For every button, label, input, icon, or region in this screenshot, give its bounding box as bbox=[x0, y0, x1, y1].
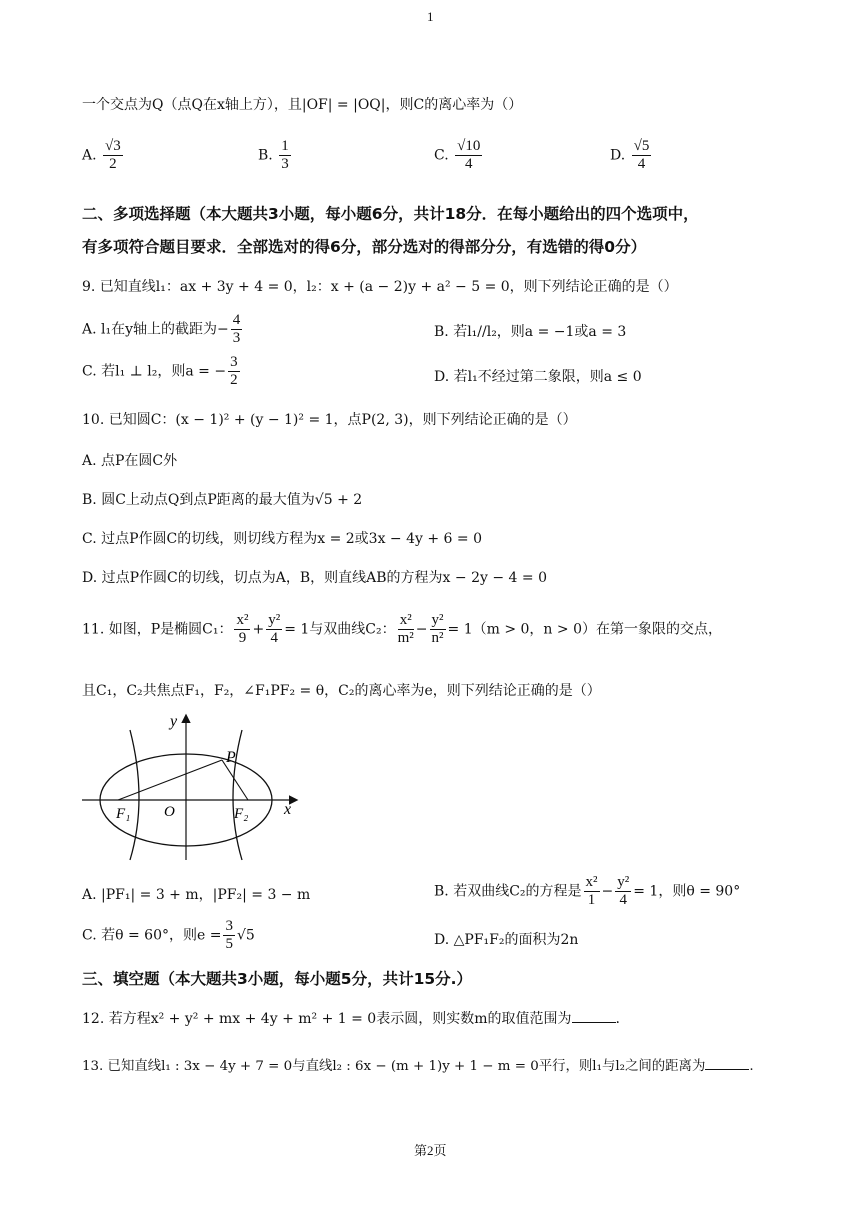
frac-den: 4 bbox=[637, 156, 646, 172]
option-text: A. l₁在y轴上的截距为− bbox=[82, 321, 229, 338]
q8-tail-text: 一个交点为Q（点Q在x轴上方），且|OF| = |OQ|，则C的离心率为（） bbox=[82, 97, 523, 113]
q11-stem bbox=[82, 612, 722, 647]
footer-page-label: 第2页 bbox=[414, 1143, 447, 1158]
focus-f1-label: F₁ bbox=[116, 806, 131, 822]
q9-option-d: D. 若l₁不经过第二象限，则a ≤ 0 bbox=[434, 369, 642, 385]
q11-option-d: D. △PF₁F₂的面积为2n bbox=[434, 932, 579, 948]
section2-title-line1: 二、多项选择题（本大题共3小题，每小题6分，共计18分．在每小题给出的四个选项中， bbox=[82, 205, 699, 223]
frac-num: x² bbox=[585, 874, 598, 890]
end-punct: . bbox=[749, 1059, 754, 1074]
end-punct: . bbox=[615, 1011, 620, 1027]
frac-num: x² bbox=[398, 612, 414, 630]
option-text: = 1，则θ = 90° bbox=[633, 883, 741, 900]
q8-option-d bbox=[610, 138, 653, 173]
frac-den: 3 bbox=[232, 330, 241, 346]
frac-den: n² bbox=[431, 630, 444, 646]
frac-den: 9 bbox=[238, 630, 247, 646]
frac-num: 1 bbox=[281, 138, 289, 154]
frac-num: y² bbox=[617, 874, 630, 890]
point-p-label: P bbox=[226, 749, 236, 766]
q8-option-c bbox=[434, 138, 484, 173]
operator: + bbox=[252, 621, 265, 638]
frac-den: 4 bbox=[270, 630, 278, 646]
frac-num: 4 bbox=[232, 312, 241, 328]
section3-title: 三、填空题（本大题共3小题，每小题5分，共计15分.） bbox=[82, 970, 473, 988]
q11-option-c bbox=[82, 918, 255, 953]
frac-den: 5 bbox=[225, 936, 233, 952]
frac-den: 3 bbox=[281, 156, 289, 172]
section2-title-line2: 有多项符合题目要求．全部选对的得6分，部分选对的得部分分，有选错的得0分） bbox=[82, 238, 647, 256]
q11-stem-line2: 且C₁，C₂共焦点F₁，F₂，∠F₁PF₂ = θ，C₂的离心率为e，则下列结论正确的是（） bbox=[82, 683, 601, 699]
ellipse-hyperbola-figure bbox=[78, 710, 308, 870]
origin-label: O bbox=[164, 804, 175, 820]
stem-text: 11. 如图，P是椭圆C₁： bbox=[82, 621, 233, 638]
segment-pf1 bbox=[118, 760, 222, 800]
q9-option-b: B. 若l₁//l₂，则a = −1或a = 3 bbox=[434, 324, 627, 340]
q9-stem: 9. 已知直线l₁：ax + 3y + 4 = 0，l₂：x + (a − 2)y + a² − 5 = 0，则下列结论正确的是（） bbox=[82, 279, 678, 295]
answer-blank[interactable] bbox=[705, 1057, 749, 1070]
option-text: B. 若双曲线C₂的方程是 bbox=[434, 883, 582, 900]
option-label: C. bbox=[434, 147, 449, 164]
focus-f2-label: F₂ bbox=[234, 806, 249, 822]
q11-option-a: A. |PF₁| = 3 + m，|PF₂| = 3 − m bbox=[82, 887, 311, 903]
q9-option-a bbox=[82, 312, 244, 347]
frac-den: 2 bbox=[230, 372, 238, 388]
frac-num: √5 bbox=[633, 138, 650, 154]
frac-den: 4 bbox=[464, 156, 473, 172]
q10-option-c: C. 过点P作圆C的切线，则切线方程为x = 2或3x − 4y + 6 = 0 bbox=[82, 531, 483, 547]
option-label: A. bbox=[82, 147, 97, 164]
question-text: 13. 已知直线l₁ : 3x − 4y + 7 = 0与直线l₂ : 6x − (m + 1)y + 1 − m = 0平行，则l₁与l₂之间的距离为 bbox=[82, 1059, 706, 1074]
frac-num: y² bbox=[268, 612, 281, 628]
page-number: 1 bbox=[427, 9, 434, 24]
stem-text: = 1与双曲线C₂： bbox=[284, 621, 396, 638]
frac-num: √3 bbox=[105, 138, 121, 154]
operator: − bbox=[415, 621, 428, 638]
stem-text: = 1（m > 0，n > 0）在第一象限的交点， bbox=[447, 621, 722, 638]
q11-option-b bbox=[434, 874, 740, 909]
frac-num: 3 bbox=[230, 354, 238, 370]
frac-den: m² bbox=[397, 630, 414, 646]
frac-den: 4 bbox=[619, 892, 627, 908]
q9-option-c bbox=[82, 354, 242, 389]
q12-text bbox=[82, 1008, 620, 1028]
option-label: D. bbox=[610, 147, 626, 164]
q8-option-b bbox=[258, 138, 293, 173]
q10-stem: 10. 已知圆C：(x − 1)² + (y − 1)² = 1，点P(2, 3)，则下列结论正确的是（） bbox=[82, 412, 577, 428]
frac-num: 3 bbox=[225, 918, 233, 934]
x-axis-label: x bbox=[284, 801, 292, 818]
option-text: C. 若θ = 60°，则e = bbox=[82, 927, 222, 944]
q10-option-a: A. 点P在圆C外 bbox=[82, 453, 178, 469]
q8-option-a bbox=[82, 138, 125, 173]
option-text: C. 若l₁ ⊥ l₂，则a = − bbox=[82, 363, 227, 380]
option-label: B. bbox=[258, 147, 273, 164]
y-axis-label: y bbox=[170, 713, 178, 730]
operator: − bbox=[601, 883, 614, 900]
q10-option-b: B. 圆C上动点Q到点P距离的最大值为√5 + 2 bbox=[82, 492, 363, 508]
q13-text bbox=[82, 1055, 754, 1074]
frac-num: x² bbox=[236, 612, 249, 628]
q10-option-d: D. 过点P作圆C的切线，切点为A，B，则直线AB的方程为x − 2y − 4 = 0 bbox=[82, 570, 547, 586]
question-text: 12. 若方程x² + y² + mx + 4y + m² + 1 = 0表示圆，则实数m的取值范围为 bbox=[82, 1011, 572, 1027]
option-text: √5 bbox=[236, 927, 255, 944]
frac-num: y² bbox=[431, 612, 444, 628]
answer-blank[interactable] bbox=[572, 1010, 616, 1023]
frac-den: 2 bbox=[109, 156, 117, 172]
frac-num: √10 bbox=[457, 138, 481, 154]
frac-den: 1 bbox=[587, 892, 596, 908]
